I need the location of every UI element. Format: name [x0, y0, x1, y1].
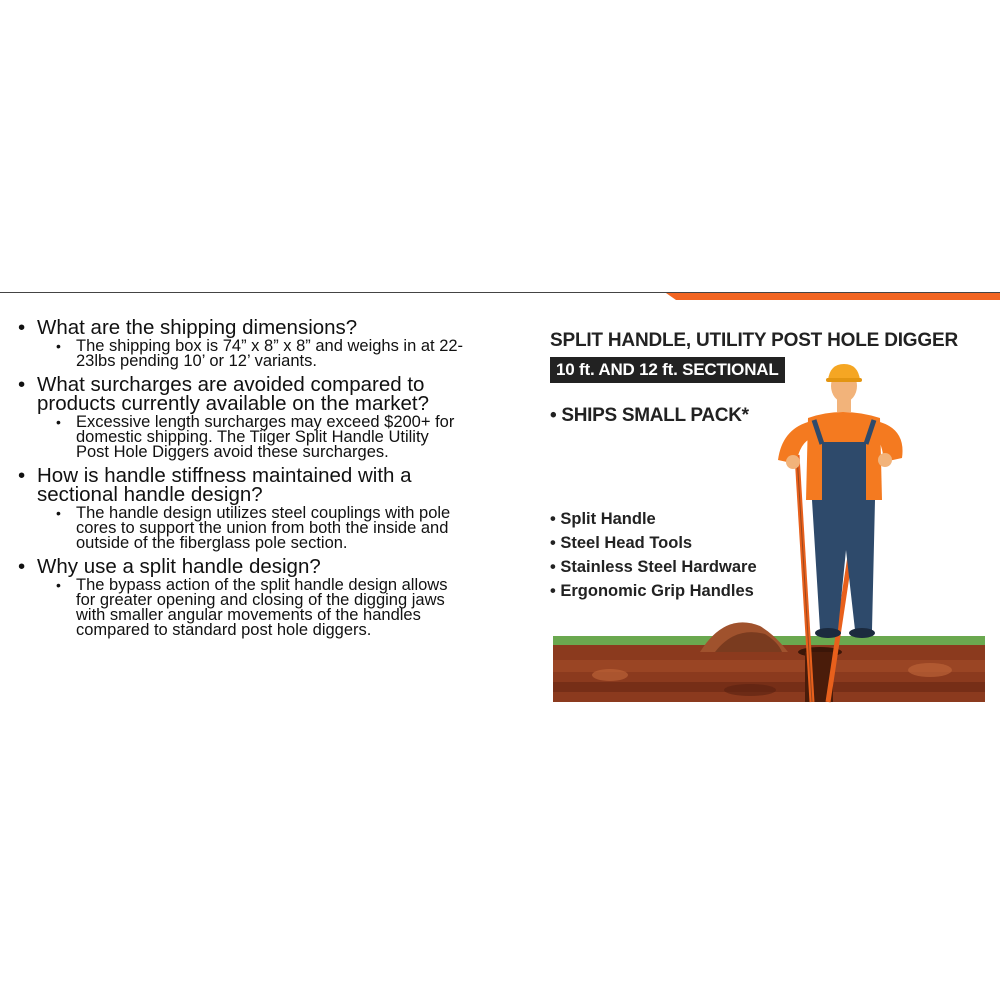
hard-hat-brim: [826, 378, 862, 382]
bullet-dot-icon: •: [18, 373, 26, 396]
bullet-dot-icon: •: [18, 464, 26, 487]
answer-line: for greater opening and closing of the digging jaws: [76, 591, 445, 609]
soil-spot: [908, 663, 952, 677]
product-promo-panel: [550, 330, 990, 705]
orange-accent-bar: [666, 293, 1000, 300]
faq-question-2: [18, 375, 538, 413]
ships-small-pack-label: • SHIPS SMALL PACK*: [550, 405, 749, 426]
shoe-right: [849, 628, 875, 638]
faq-list: [18, 318, 538, 644]
faq-answer-4: [56, 576, 538, 639]
answer-line: Post Hole Diggers avoid these surcharges.: [76, 443, 389, 461]
question-line: What surcharges are avoided compared to: [37, 373, 425, 396]
bullet-dot-icon: •: [56, 505, 61, 521]
soil-spot: [724, 684, 776, 696]
feature-item: • Steel Head Tools: [550, 534, 693, 552]
question-line: sectional handle design?: [37, 483, 263, 506]
hand-right: [878, 453, 892, 467]
answer-line: domestic shipping. The Tiiger Split Handle Utility: [76, 428, 429, 446]
feature-item: • Ergonomic Grip Handles: [550, 582, 754, 600]
answer-line: compared to standard post hole diggers.: [76, 621, 372, 639]
faq-question-3: [18, 466, 538, 504]
feature-item: • Stainless Steel Hardware: [550, 558, 757, 576]
answer-line: cores to support the union from both the inside and: [76, 519, 449, 537]
answer-line: The shipping box is 74” x 8” x 8” and weighs in at 22-: [76, 337, 464, 355]
overalls-bib: [822, 442, 866, 502]
answer-line: Excessive length surcharges may exceed $200+ for: [76, 413, 455, 431]
faq-question-4: • Why use a split handle design?: [18, 555, 321, 578]
faq-answer-1: [56, 337, 538, 370]
top-divider-line: [0, 292, 1000, 293]
answer-line: The bypass action of the split handle design allows: [76, 576, 448, 594]
faq-answer-2: [56, 413, 538, 461]
faq-answer-3: [56, 504, 538, 552]
bullet-dot-icon: •: [18, 316, 26, 339]
question-line: products currently available on the market?: [37, 392, 429, 415]
answer-line: outside of the fiberglass pole section.: [76, 534, 348, 552]
feature-list: [550, 507, 757, 603]
hard-hat-icon: [828, 364, 860, 380]
answer-line: with smaller angular movements of the handles: [76, 606, 421, 624]
product-subtitle-badge: 10 ft. AND 12 ft. SECTIONAL: [550, 357, 785, 383]
bullet-dot-icon: •: [56, 338, 61, 354]
faq-question-1: • What are the shipping dimensions?: [18, 316, 358, 339]
feature-item: • Split Handle: [550, 510, 656, 528]
product-title: SPLIT HANDLE, UTILITY POST HOLE DIGGER: [550, 330, 958, 351]
bullet-dot-icon: •: [56, 414, 61, 430]
soil-spot: [592, 669, 628, 681]
bullet-dot-icon: •: [18, 555, 26, 578]
question-line: How is handle stiffness maintained with a: [37, 464, 412, 487]
answer-line: 23lbs pending 10’ or 12’ variants.: [76, 352, 317, 370]
shoe-left: [815, 628, 841, 638]
bullet-dot-icon: •: [56, 577, 61, 593]
hand-left: [786, 455, 800, 469]
answer-line: The handle design utilizes steel couplings with pole: [76, 504, 451, 522]
